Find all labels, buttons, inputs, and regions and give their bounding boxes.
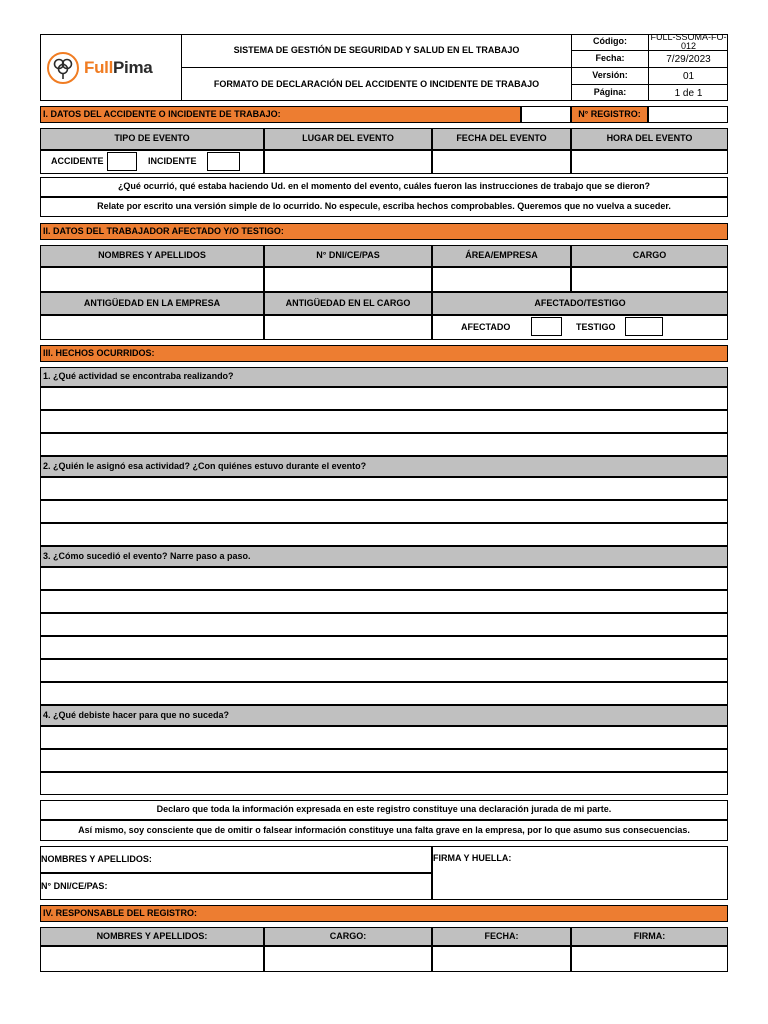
firma-huella-box[interactable] [432, 846, 728, 900]
afectado-checkbox[interactable] [531, 317, 562, 336]
col-antiguedad-cargo: ANTIGÜEDAD EN EL CARGO [264, 292, 432, 315]
hora-evento-input[interactable] [571, 150, 728, 174]
col-hora-evento: HORA DEL EVENTO [571, 128, 728, 150]
meta-value-version: 01 [682, 70, 695, 82]
dni-input[interactable] [264, 267, 432, 292]
cargo-input[interactable] [571, 267, 728, 292]
meta-label-version: Versión: [592, 70, 628, 81]
answer-line[interactable] [40, 590, 728, 613]
col-fecha-evento: FECHA DEL EVENTO [432, 128, 571, 150]
col-resp-cargo: CARGO: [264, 927, 432, 946]
cotton-boll-icon [46, 51, 80, 85]
accidente-checkbox[interactable] [107, 152, 137, 171]
answer-line[interactable] [40, 433, 728, 456]
meta-value-codigo: FULL-SSOMA-FO-012 [650, 34, 727, 50]
meta-value-fecha: 7/29/2023 [666, 53, 711, 65]
answer-line[interactable] [40, 387, 728, 410]
registro-label: N° REGISTRO: [571, 106, 648, 123]
col-cargo: CARGO [571, 245, 728, 267]
resp-fecha-input[interactable] [432, 946, 571, 972]
signer-dni-field[interactable]: N° DNI/CE/PAS: [40, 873, 432, 900]
area-input[interactable] [432, 267, 571, 292]
meta-label-fecha: Fecha: [595, 53, 625, 64]
meta-value-pagina: 1 de 1 [674, 87, 703, 99]
declaration-line: Declaro que toda la información expresada en este registro constituye una declaración jurada de mi parte. [40, 800, 728, 820]
answer-line[interactable] [40, 659, 728, 682]
logo-text-pima: Pima [113, 58, 153, 77]
meta-label-pagina: Página: [593, 87, 627, 98]
registro-input[interactable] [648, 106, 728, 123]
accidente-label: ACCIDENTE [51, 156, 104, 167]
resp-cargo-input[interactable] [264, 946, 432, 972]
question-header: 2. ¿Quién le asignó esa actividad? ¿Con quiénes estuvo durante el evento? [40, 456, 728, 477]
resp-nombres-input[interactable] [40, 946, 264, 972]
antiguedad-cargo-input[interactable] [264, 315, 432, 340]
declaration-line: Así mismo, soy consciente que de omitir o falsear información constituye una falta grave en la empresa, por lo que asumo sus consecuencias. [40, 820, 728, 841]
incidente-checkbox[interactable] [207, 152, 240, 171]
meta-label-codigo: Código: [593, 36, 627, 47]
answer-line[interactable] [40, 749, 728, 772]
document-title: SISTEMA DE GESTIÓN DE SEGURIDAD Y SALUD EN EL TRABAJO [233, 44, 520, 55]
col-afectado-testigo: AFECTADO/TESTIGO [432, 292, 728, 315]
antiguedad-empresa-input[interactable] [40, 315, 264, 340]
instruction-line: ¿Qué ocurrió, qué estaba haciendo Ud. en el momento del evento, cuáles fueron las instrucciones de trabajo que se dieron? [40, 177, 728, 197]
answer-line[interactable] [40, 726, 728, 749]
incidente-label: INCIDENTE [148, 156, 197, 167]
question-header: 3. ¿Cómo sucedió el evento? Narre paso a paso. [40, 546, 728, 567]
lugar-evento-input[interactable] [264, 150, 432, 174]
answer-line[interactable] [40, 410, 728, 433]
nombres-input[interactable] [40, 267, 264, 292]
section-title: III. HECHOS OCURRIDOS: [40, 345, 728, 362]
afectado-label: AFECTADO [461, 321, 511, 332]
resp-firma-input[interactable] [571, 946, 728, 972]
col-lugar-evento: LUGAR DEL EVENTO [264, 128, 432, 150]
answer-line[interactable] [40, 613, 728, 636]
section-title: IV. RESPONSABLE DEL REGISTRO: [40, 905, 728, 922]
col-resp-fecha: FECHA: [432, 927, 571, 946]
section-title: II. DATOS DEL TRABAJADOR AFECTADO Y/O TESTIGO: [40, 223, 728, 240]
answer-line[interactable] [40, 636, 728, 659]
signer-names-field[interactable]: NOMBRES Y APELLIDOS: [40, 846, 432, 873]
firma-huella-label: FIRMA Y HUELLA: [433, 853, 512, 863]
col-nombres: NOMBRES Y APELLIDOS [40, 245, 264, 267]
fecha-evento-input[interactable] [432, 150, 571, 174]
testigo-label: TESTIGO [576, 321, 616, 332]
question-header: 1. ¿Qué actividad se encontraba realizando? [40, 367, 728, 387]
answer-line[interactable] [40, 682, 728, 705]
col-resp-firma: FIRMA: [571, 927, 728, 946]
answer-line[interactable] [40, 477, 728, 500]
col-antiguedad-empresa: ANTIGÜEDAD EN LA EMPRESA [40, 292, 264, 315]
col-tipo-evento: TIPO DE EVENTO [40, 128, 264, 150]
instruction-line: Relate por escrito una versión simple de lo ocurrido. No especule, escriba hechos comprobables. Queremos que no vuelva a suceder. [40, 197, 728, 217]
document-subtitle: FORMATO DE DECLARACIÓN DEL ACCIDENTE O INCIDENTE DE TRABAJO [213, 78, 540, 89]
answer-line[interactable] [40, 772, 728, 795]
testigo-checkbox[interactable] [625, 317, 663, 336]
col-dni: N° DNI/CE/PAS [264, 245, 432, 267]
answer-line[interactable] [40, 500, 728, 523]
answer-line[interactable] [40, 567, 728, 590]
answer-line[interactable] [40, 523, 728, 546]
col-area: ÁREA/EMPRESA [432, 245, 571, 267]
company-logo [46, 50, 176, 86]
question-header: 4. ¿Qué debiste hacer para que no suceda? [40, 705, 728, 726]
col-resp-nombres: NOMBRES Y APELLIDOS: [40, 927, 264, 946]
logo-text-full: Full [84, 58, 114, 77]
registro-spacer [521, 106, 571, 123]
section-title: I. DATOS DEL ACCIDENTE O INCIDENTE DE TRABAJO: [40, 106, 521, 123]
